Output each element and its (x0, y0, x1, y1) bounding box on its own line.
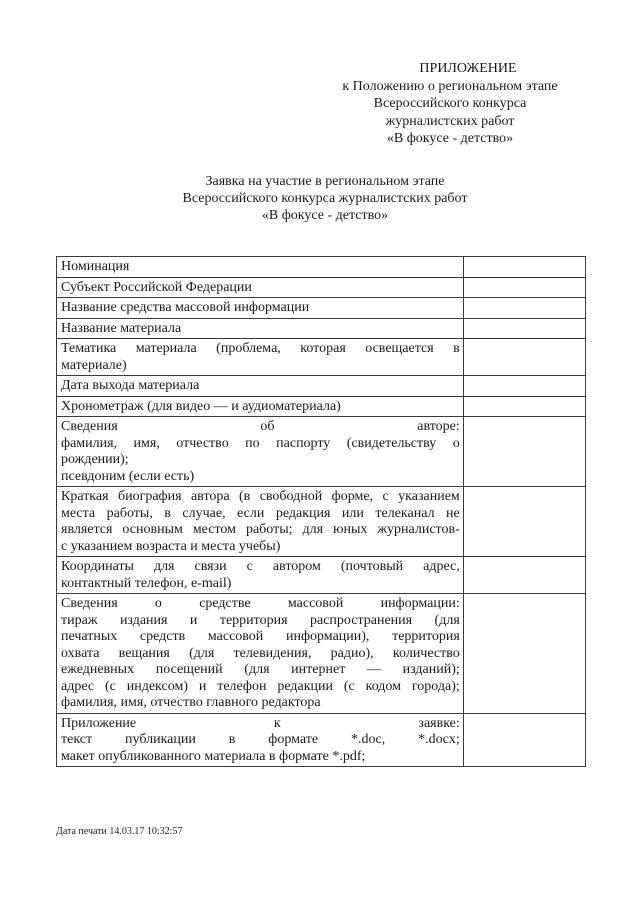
form-row (57, 339, 586, 376)
form-row (57, 298, 586, 319)
form-table-body (57, 257, 586, 767)
form-row-label-line: Название средства массовой информации (61, 300, 310, 315)
form-row-label-line: Дата выхода материала (61, 378, 200, 393)
title-line: Всероссийского конкурса журналистских работ (182, 191, 468, 206)
form-row (57, 713, 586, 767)
appendix-line: журналистских работ (385, 113, 515, 129)
form-row-label-line: ежедневных посещений (для интернет — изданий); (61, 662, 460, 677)
form-row-value-cell[interactable] (463, 376, 585, 397)
appendix-line: «В фокусе - детство» (386, 131, 514, 146)
form-row (57, 318, 586, 339)
form-row-label-line: места работы, в случае, если редакция или телеканал не (61, 505, 460, 521)
form-row-label-line: с указанием возраста и места учебы) (61, 538, 281, 554)
document-title (150, 173, 500, 224)
form-row-value-cell[interactable] (463, 339, 585, 376)
appendix-line: Всероссийского конкурса (373, 96, 527, 111)
form-row-value-cell[interactable] (463, 417, 585, 487)
form-row-value-cell[interactable] (463, 257, 585, 278)
form-row-value-cell[interactable] (463, 713, 585, 767)
form-row-label-line: тираж издания и территория распространения (для (61, 612, 460, 628)
form-row-label-line: макет опубликованного материала в формате *.pdf; (61, 748, 366, 764)
form-row (57, 396, 586, 417)
form-row-value-cell[interactable] (463, 277, 585, 298)
form-row-label (57, 487, 464, 557)
form-row (57, 417, 586, 487)
form-row-label (57, 713, 464, 767)
form-row-label-line: Координаты для связи с автором (почтовый адрес, (61, 559, 460, 574)
form-row-label (57, 557, 464, 594)
form-row (57, 487, 586, 557)
form-row-label (57, 277, 464, 298)
appendix-title: ПРИЛОЖЕНИЕ (419, 61, 517, 76)
form-row (57, 557, 586, 594)
form-row-value-cell[interactable] (463, 318, 585, 339)
form-row-label-line: рождении); (61, 452, 129, 467)
form-row-value-cell[interactable] (463, 298, 585, 319)
form-row-label-line: печатных средств массовой информации), территория (61, 629, 460, 644)
form-row (57, 376, 586, 397)
form-row-label-line: Краткая биография автора (в свободной форме, с указанием (61, 489, 460, 504)
form-row-label-line: Приложение к заявке: (61, 715, 460, 731)
form-row-label-line: Тематика материала (проблема, которая освещается в (61, 341, 460, 356)
appendix-header (330, 60, 570, 148)
form-row-label (57, 417, 464, 487)
form-row-label-line: Название материала (61, 320, 182, 336)
form-row-label-line: Субъект Российской Федерации (61, 279, 252, 295)
form-row-label-line: контактный телефон, e-mail) (61, 575, 232, 591)
form-row-label (57, 339, 464, 376)
form-row-label-line: фамилия, имя, отчество главного редактора (61, 695, 321, 710)
form-row-label-line: Сведения о средстве массовой информации: (61, 596, 460, 611)
form-row-value-cell[interactable] (463, 557, 585, 594)
form-row-label-line: охвата вещания (для телевидения, радио), количество (61, 645, 460, 661)
form-row-value-cell[interactable] (463, 487, 585, 557)
form-row-label-line: Сведения об авторе: (61, 419, 460, 434)
form-row-label-line: текст публикации в формате *.doc, *.docx; (61, 732, 460, 747)
form-row-value-cell[interactable] (463, 396, 585, 417)
form-row-label-line: псевдоним (если есть) (61, 468, 195, 484)
form-row-label (57, 594, 464, 714)
form-row-label-line: материале) (61, 357, 127, 373)
form-row (57, 257, 586, 278)
title-line: Заявка на участие в региональном этапе (205, 174, 445, 189)
print-date: Дата печати 14.03.17 10:32:57 (56, 826, 183, 837)
title-line: «В фокусе - детство» (261, 208, 389, 223)
form-row-label (57, 318, 464, 339)
form-row-label-line: адрес (с индексом) и телефон редакции (с кодом города); (61, 678, 460, 694)
form-row-label (57, 376, 464, 397)
form-row-label-line: фамилия, имя, отчество по паспорту (свидетельству о (61, 435, 460, 451)
appendix-line: к Положению о региональном этапе (342, 78, 558, 94)
form-row-value-cell[interactable] (463, 594, 585, 714)
form-row (57, 277, 586, 298)
form-row (57, 594, 586, 714)
form-row-label-line: Хронометраж (для видео — и аудиоматериала) (61, 398, 341, 414)
form-row-label-line: является основным местом работы; для юных журналистов- (61, 522, 460, 537)
form-row-label (57, 257, 464, 278)
application-form-table (56, 256, 586, 767)
form-row-label-line: Номинация (61, 259, 130, 274)
form-row-label (57, 298, 464, 319)
form-row-label (57, 396, 464, 417)
